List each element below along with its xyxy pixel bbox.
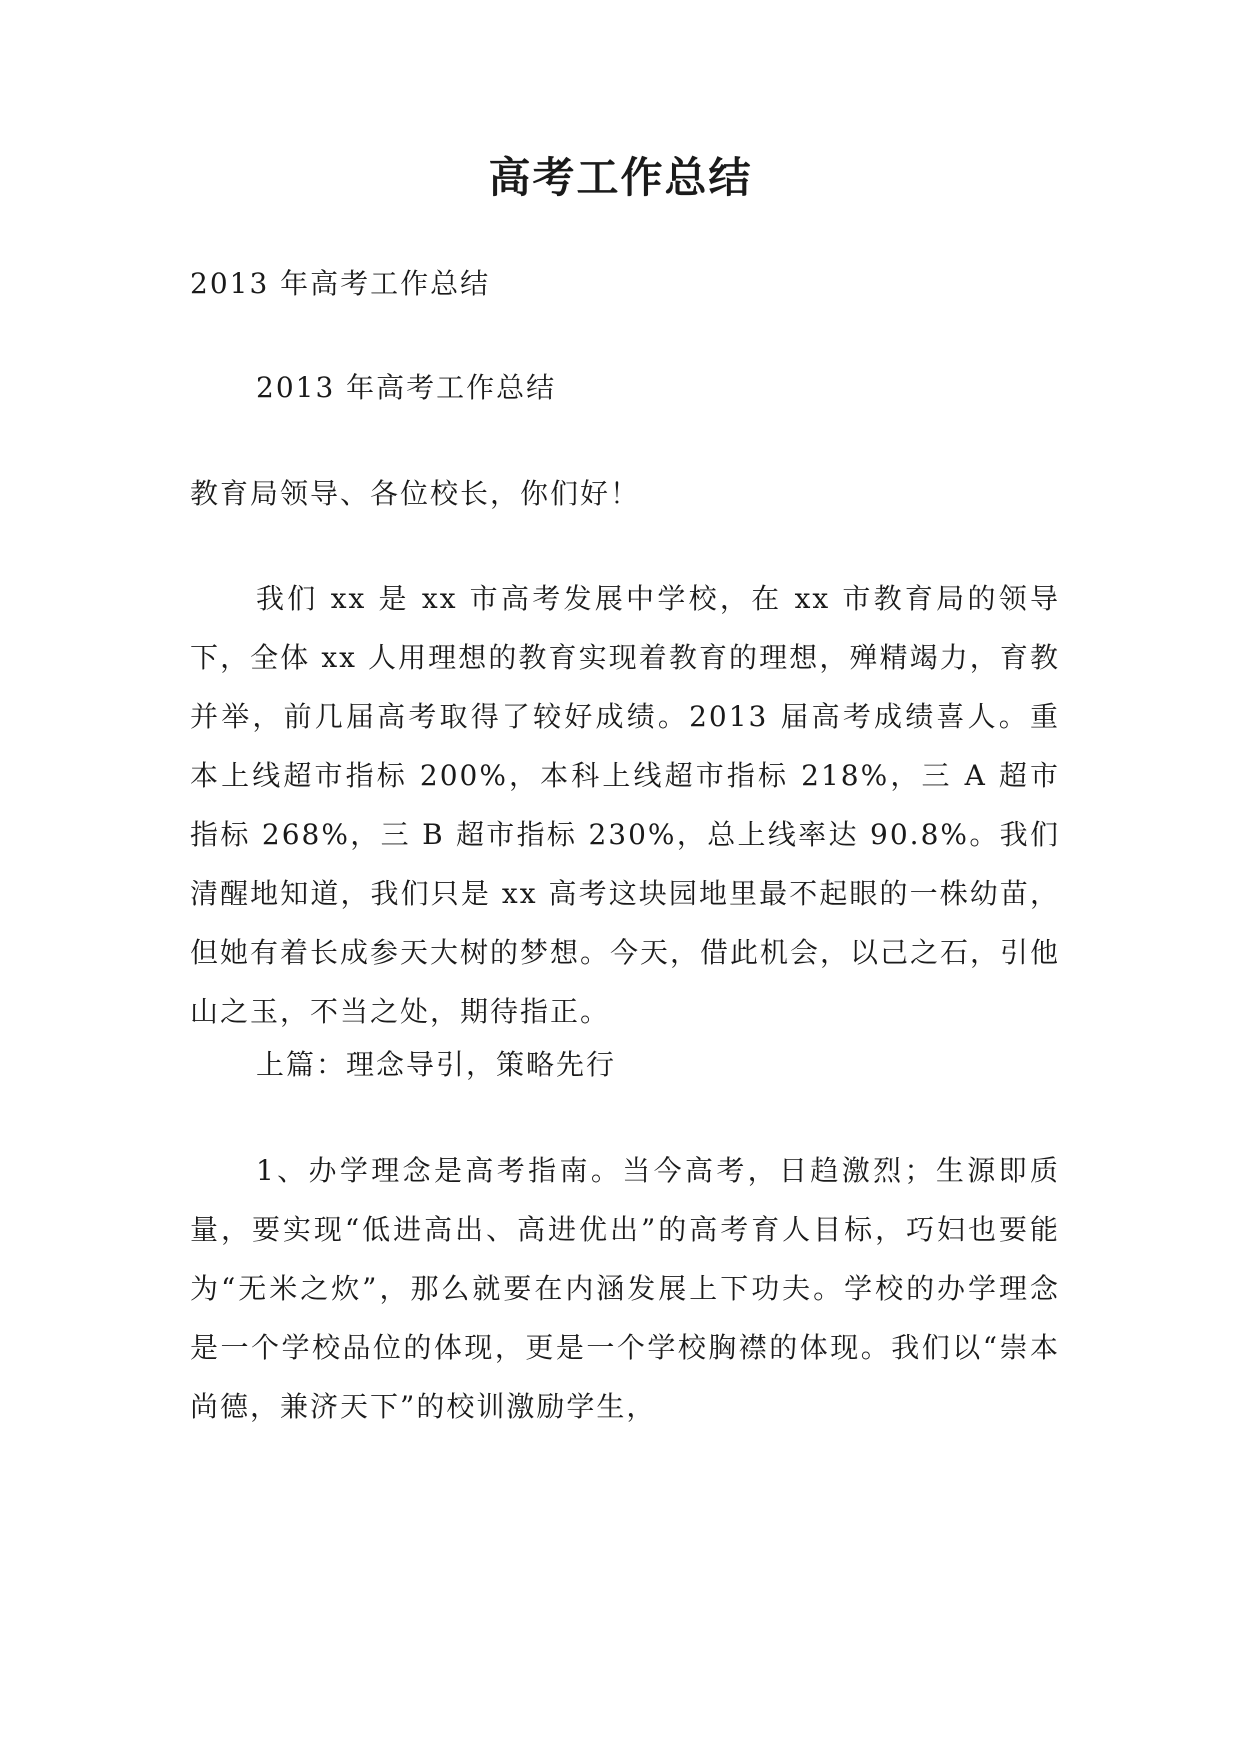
subtitle-line-2: 2013 年高考工作总结 xyxy=(256,371,557,404)
section-heading: 上篇：理念导引，策略先行 xyxy=(256,1048,617,1081)
document-title: 高考工作总结 xyxy=(488,153,753,202)
greeting-line: 教育局领导、各位校长，你们好！ xyxy=(190,477,641,510)
body-paragraph-intro: 我们 xx 是 xx 市高考发展中学校，在 xx 市教育局的领导下，全体 xx 人用理想的教育实现着教育的理想，殚精竭力，育教并举，前几届高考取得了较好成绩。2013 届高考成绩喜人。重本上线超市指标 200%，本科上线超市指标 218%，三 A 超市指标 268%，三 B 超市指标 230%，总上线率达 90.8%。我们清醒地知道，我们只是 xx 高考这块园地里最不起眼的一株幼苗，但她有着长成参天大树的梦想。今天，借此机会，以己之石，引他山之玉，不当之处，期待指正。 xyxy=(190,582,1061,1028)
subtitle-line-1: 2013 年高考工作总结 xyxy=(190,267,491,300)
body-paragraph-philosophy: 1、办学理念是高考指南。当今高考，日趋激烈；生源即质量，要实现“低进高出、高进优出”的高考育人目标，巧妇也要能为“无米之炊”，那么就要在内涵发展上下功夫。学校的办学理念是一个学校品位的体现，更是一个学校胸襟的体现。我们以“崇本尚德，兼济天下”的校训激励学生， xyxy=(190,1154,1060,1423)
